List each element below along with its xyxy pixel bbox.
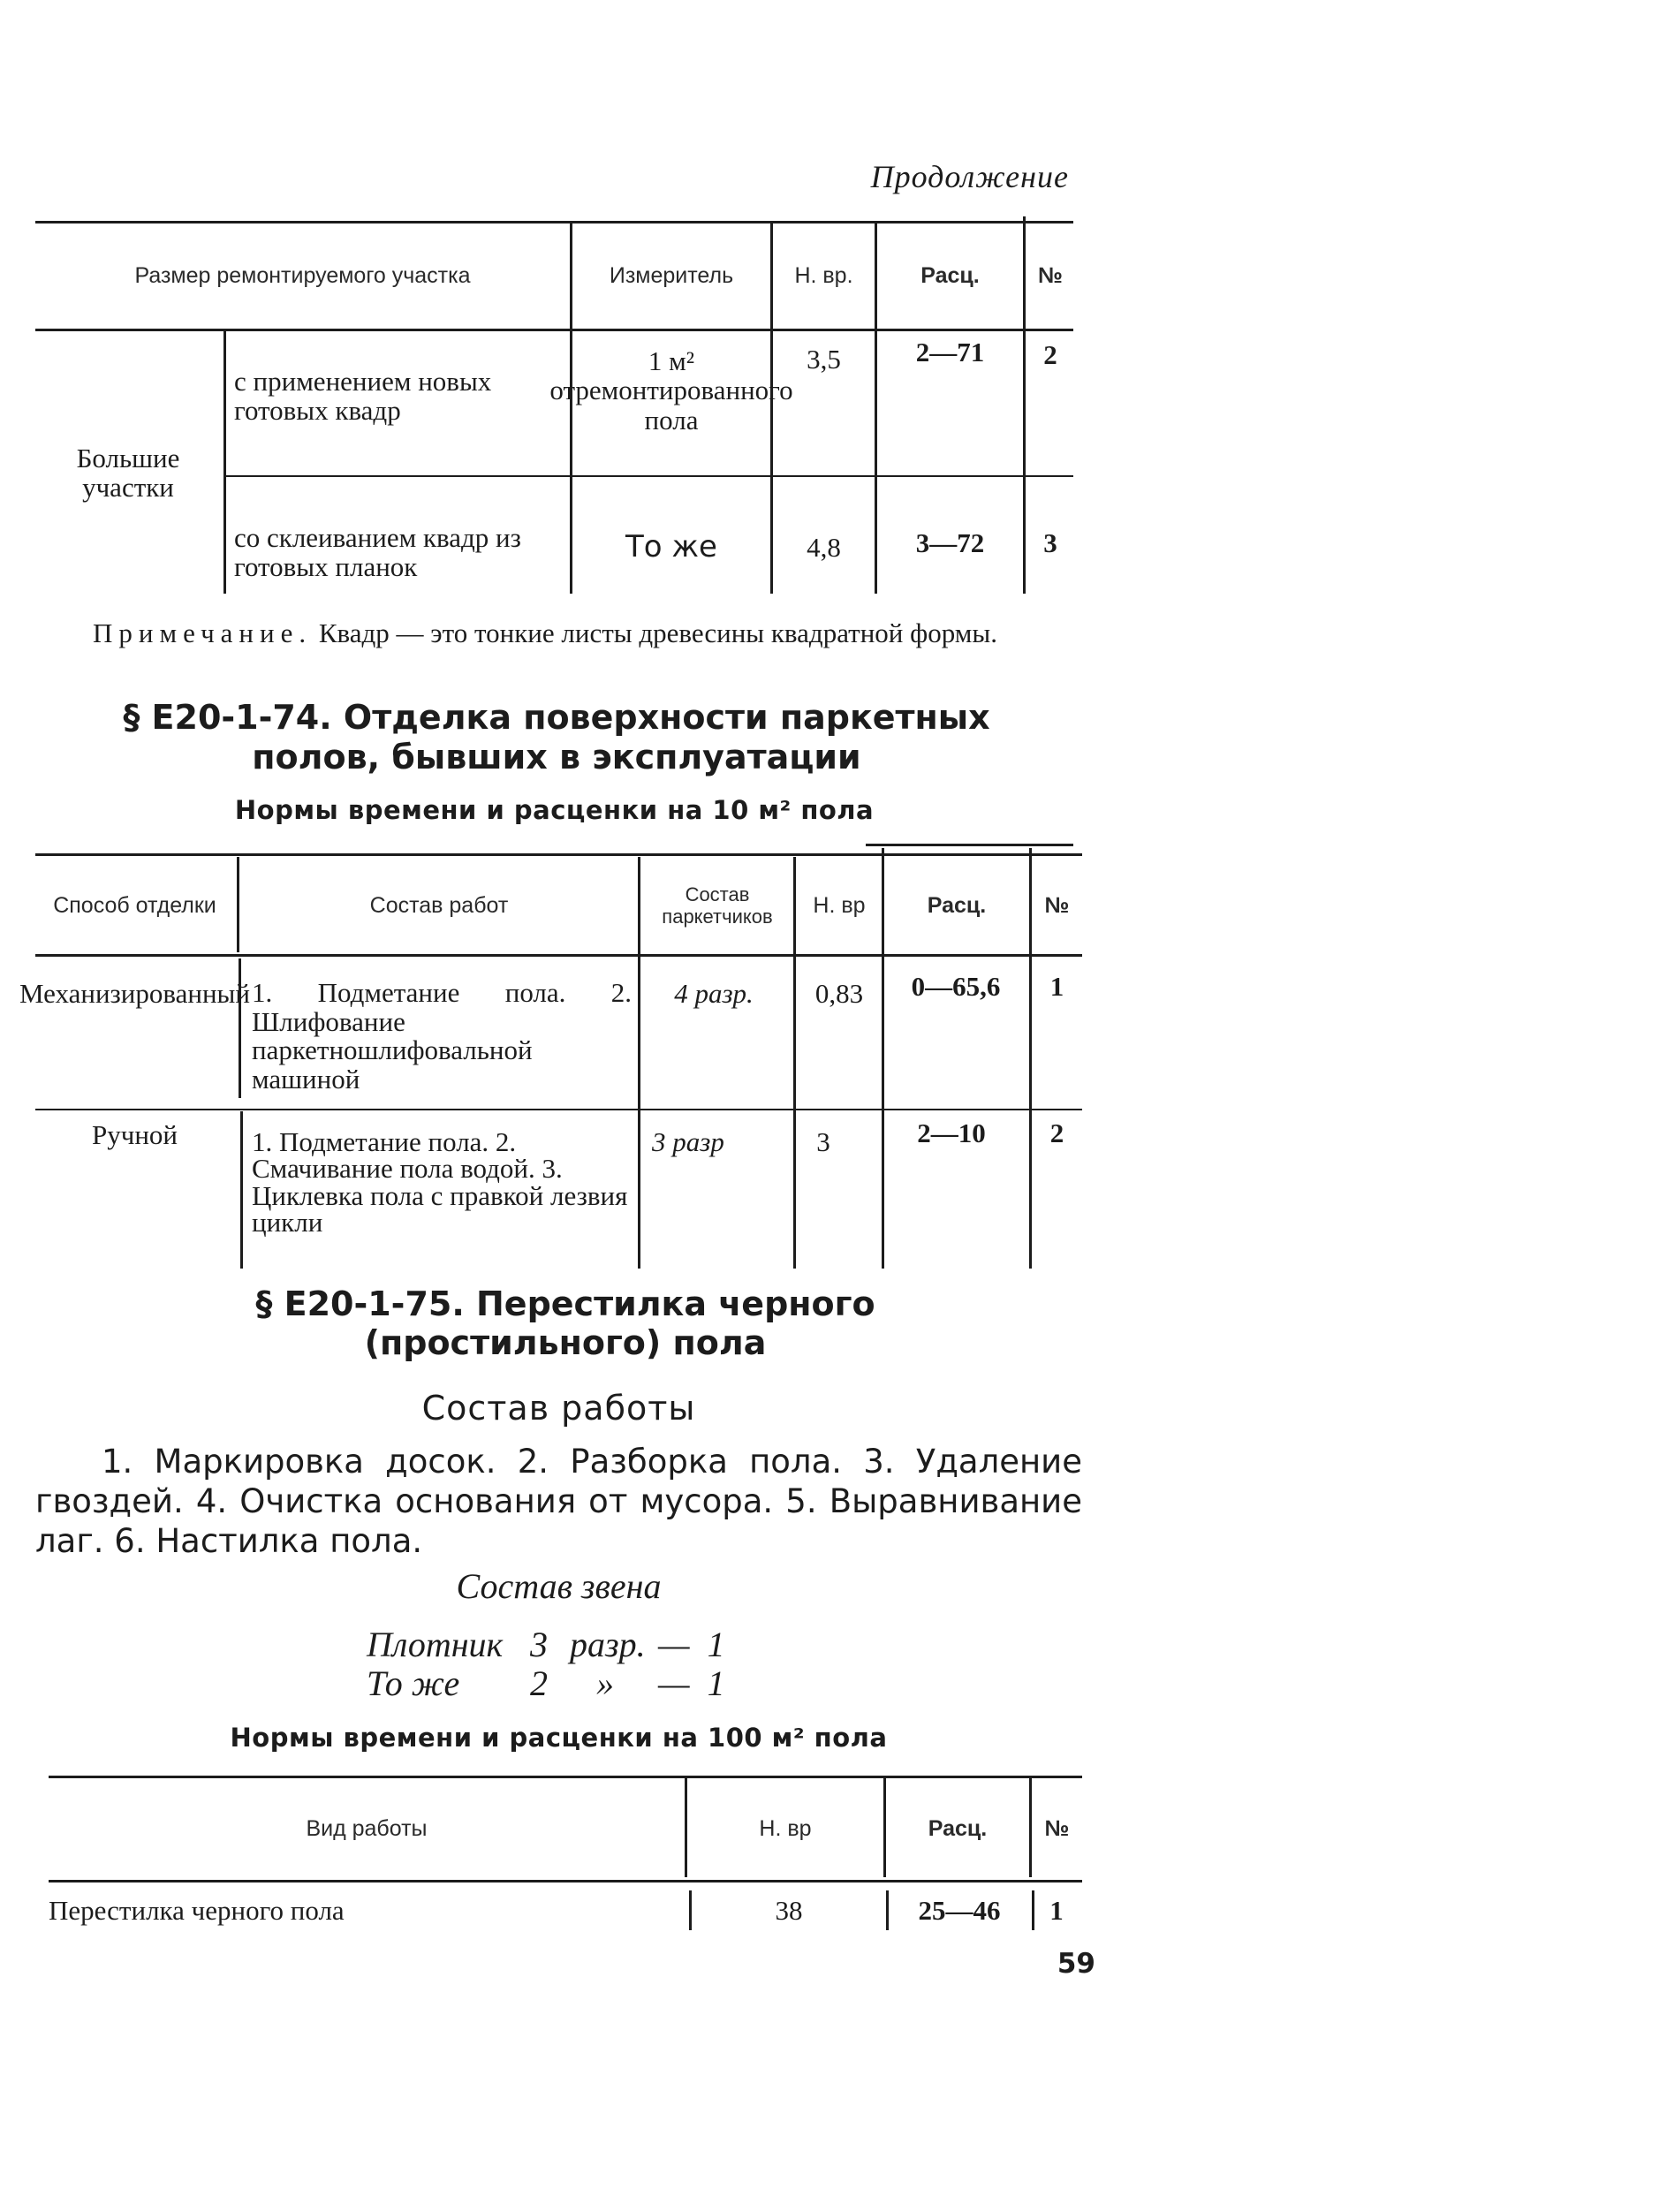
row2-method: со склеиванием квадр из готовых планок: [234, 521, 521, 582]
row2-crew: 3 разр: [652, 1126, 724, 1157]
row2-unit: То же: [625, 529, 717, 565]
column-divider: [793, 857, 796, 1269]
column-divider: [882, 848, 884, 1269]
page-number: 59: [1057, 1948, 1095, 1980]
row1-work: Перестилка черного пола: [49, 1895, 345, 1927]
row1-norm: 38: [775, 1895, 803, 1927]
header-num: №: [1044, 892, 1070, 918]
table-rule: [35, 853, 1082, 856]
column-divider: [237, 857, 239, 952]
row1-crew: 4 разр.: [674, 978, 754, 1009]
header-crew: Состав паркетчиков: [662, 883, 773, 928]
table-rule: [49, 1880, 1082, 1882]
crew-list: [367, 1625, 773, 1703]
header-work: Вид работы: [306, 1815, 428, 1841]
header-norm: Н. вр: [813, 892, 866, 918]
row2-rate: 3—72: [915, 527, 985, 559]
crew-count: 1: [707, 1625, 725, 1664]
column-divider: [223, 330, 226, 594]
table-rule: [866, 844, 1073, 846]
crew-unit: »: [596, 1663, 614, 1703]
crew-role: Плотник: [367, 1625, 504, 1664]
header-num: №: [1038, 262, 1063, 288]
header-size: Размер ремонтируемого участка: [134, 262, 471, 288]
column-divider: [240, 1111, 243, 1269]
header-num: №: [1044, 1815, 1070, 1841]
row1-norm: 3,5: [807, 344, 841, 375]
crew-grade: 2: [530, 1663, 548, 1703]
table-rule: [35, 954, 1082, 957]
row2-num: 2: [1049, 1117, 1064, 1148]
row2-work: 1. Подметание пола. 2. Смачивание пола водой. 3. Циклевка пола с правкой лезвия цикли: [252, 1126, 628, 1239]
section-75-title: § Е20-1-75. Перестилка черного (простильного) пола: [255, 1284, 875, 1362]
header-method: Способ отделки: [53, 892, 216, 918]
crew-unit: разр.: [570, 1625, 646, 1664]
crew-count: 1: [707, 1663, 725, 1703]
table-rule: [35, 329, 1073, 331]
row1-rate: 0—65,6: [911, 971, 1001, 1002]
row2-rate: 2—10: [917, 1117, 986, 1148]
row1-rate: 25—46: [918, 1895, 1001, 1927]
table-rule: [49, 1776, 1082, 1778]
crew-dash: —: [658, 1663, 690, 1703]
table-rule: [35, 221, 1073, 223]
work-text: 1. Маркировка досок. 2. Разборка пола. 3. Удаление гвоздей. 4. Очистка основания от мусора. 5. Выравнивание лаг. 6. Настилка пола.: [35, 1443, 1082, 1561]
row2-norm: 4,8: [807, 532, 841, 564]
row2-method: Ручной: [91, 1119, 178, 1150]
crew-role: То же: [367, 1663, 460, 1703]
row1-work: 1. Подметание пола. 2. Шлифование паркетношлифовальной машиной: [252, 977, 632, 1095]
table-note: [35, 618, 1073, 649]
crew-row: [367, 1664, 773, 1703]
header-unit: Измеритель: [609, 262, 734, 288]
note-label: Примечание.: [93, 617, 313, 648]
row1-num: 1: [1049, 1895, 1064, 1927]
header-rate: Расц.: [920, 262, 980, 288]
work-heading: Состав работы: [421, 1389, 696, 1428]
crew-heading: Состав звена: [456, 1566, 662, 1606]
row2-norm: 3: [816, 1126, 830, 1157]
crew-grade: 3: [530, 1625, 548, 1664]
row1-norm: 0,83: [814, 978, 864, 1009]
continuation-label: Продолжение: [870, 159, 1069, 194]
section-74-title: § Е20-1-74. Отделка поверхности паркетных полов, бывших в эксплуатации: [123, 698, 990, 776]
table-rule: [225, 475, 1073, 477]
note-text: Квадр — это тонкие листы древесины квадратной формы.: [318, 617, 997, 648]
row1-method: Механизированный: [19, 978, 250, 1009]
header-rate: Расц.: [927, 892, 987, 918]
crew-row: [367, 1625, 773, 1664]
row1-unit: 1 м² отремонтированного пола: [549, 345, 793, 436]
group-label: Большие участки: [76, 442, 180, 503]
header-norm: Н. вр: [759, 1815, 812, 1841]
section-74-caption: Нормы времени и расценки на 10 м² пола: [234, 795, 875, 825]
section-75-caption: Нормы времени и расценки на 100 м² пола: [230, 1723, 888, 1753]
row2-num: 3: [1043, 527, 1057, 559]
header-work: Состав работ: [369, 892, 509, 918]
row1-rate: 2—71: [915, 337, 985, 367]
header-norm: Н. вр.: [794, 262, 853, 288]
column-divider: [638, 857, 640, 1269]
header-rate: Расц.: [928, 1815, 988, 1841]
crew-dash: —: [658, 1625, 690, 1664]
table-rule: [35, 1109, 1082, 1110]
row1-method: с применением новых готовых квадр: [234, 366, 492, 427]
row1-num: 2: [1043, 339, 1057, 370]
row1-num: 1: [1049, 971, 1064, 1002]
